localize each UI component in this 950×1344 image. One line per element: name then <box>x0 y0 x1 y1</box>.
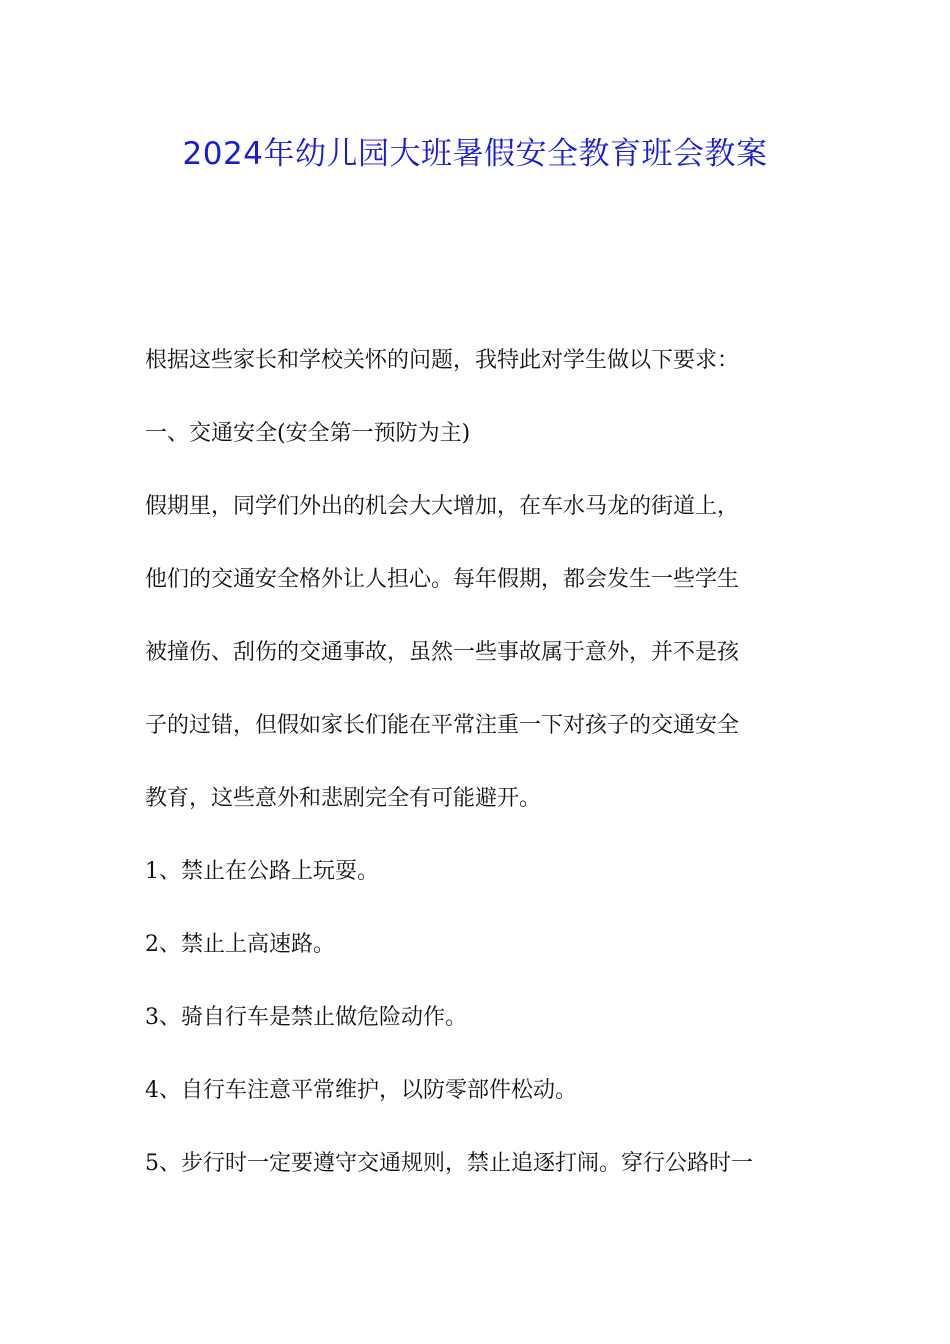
paragraph-line: 他们的交通安全格外让人担心。每年假期，都会发生一些学生 <box>145 567 740 592</box>
document-title: 2024年幼儿园大班暑假安全教育班会教案 <box>182 136 768 172</box>
paragraph-line: 被撞伤、刮伤的交通事故，虽然一些事故属于意外，并不是孩 <box>145 640 740 665</box>
list-item-1: 1、禁止在公路上玩耍。 <box>145 859 379 884</box>
list-item-2: 2、禁止上高速路。 <box>145 932 335 957</box>
document-body <box>145 337 810 1213</box>
paragraph-line: 子的过错，但假如家长们能在平常注重一下对孩子的交通安全 <box>145 713 740 738</box>
paragraph-intro: 根据这些家长和学校关怀的问题，我特此对学生做以下要求： <box>145 348 740 373</box>
paragraph-line: 教育，这些意外和悲剧完全有可能避开。 <box>145 786 542 811</box>
paragraph-line: 假期里，同学们外出的机会大大增加，在车水马龙的街道上， <box>145 494 740 519</box>
section-heading-traffic-safety: 一、交通安全(安全第一预防为主) <box>145 421 471 446</box>
list-item-5: 5、步行时一定要遵守交通规则，禁止追逐打闹。穿行公路时一 <box>145 1151 753 1176</box>
list-item-3: 3、骑自行车是禁止做危险动作。 <box>145 1005 467 1030</box>
list-item-4: 4、自行车注意平常维护，以防零部件松动。 <box>145 1078 577 1103</box>
